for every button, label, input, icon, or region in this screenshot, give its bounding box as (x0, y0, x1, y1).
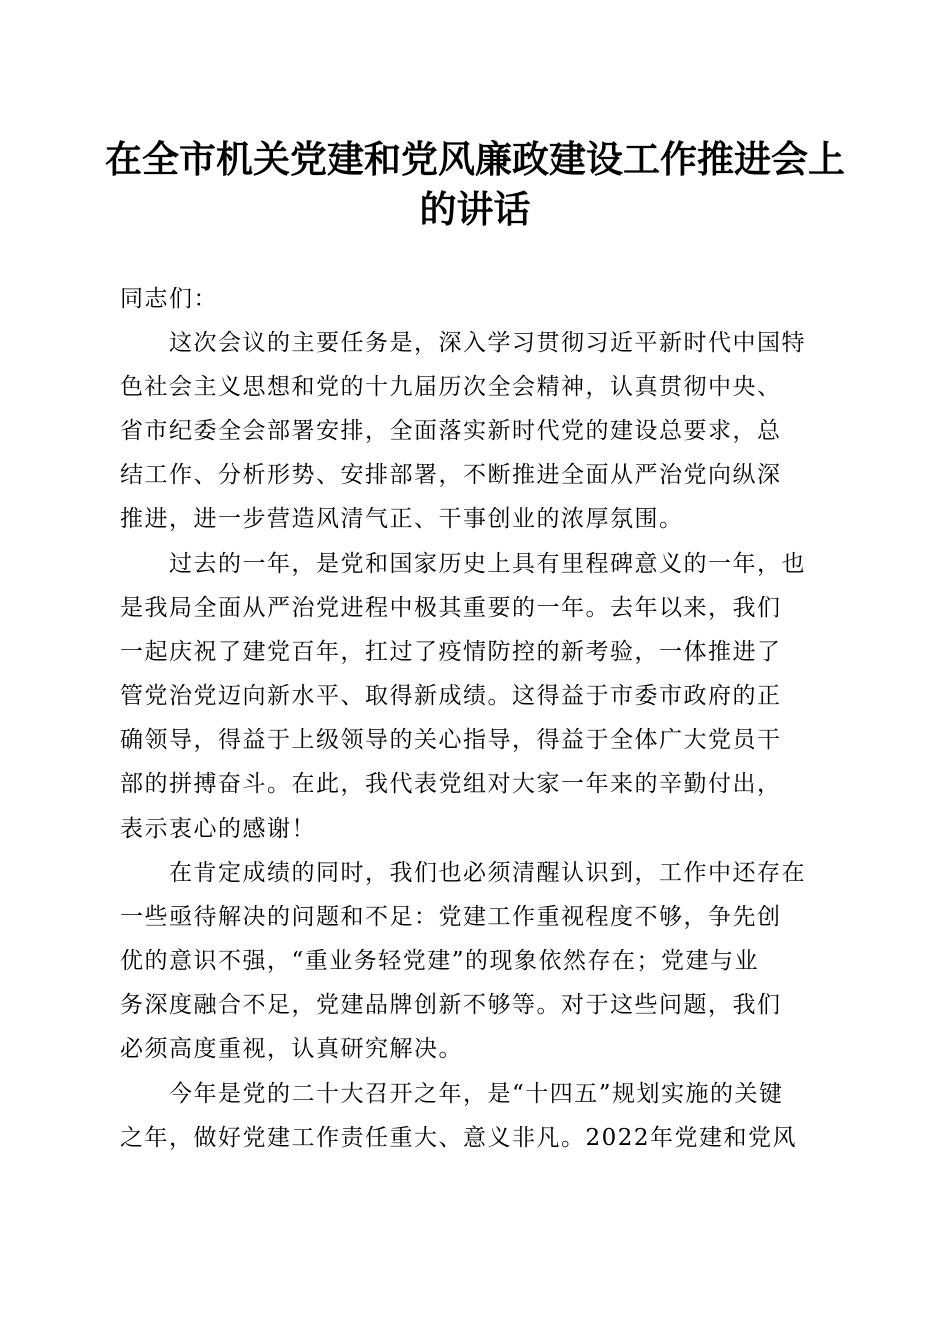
text-line: 结工作、分析形势、安排部署，不断推进全面从严治党向纵深 (120, 462, 782, 488)
text-line: 一些亟待解决的问题和不足：党建工作重视程度不够，争先创 (120, 904, 782, 930)
text-line: 在肯定成绩的同时，我们也必须清醒认识到，工作中还存在 (120, 860, 806, 886)
text-line: 之年，做好党建工作责任重大、意义非凡。2022年党建和党风 (120, 1125, 798, 1151)
text-line: 省市纪委全会部署安排，全面落实新时代党的建设总要求，总 (120, 418, 782, 444)
text-line: 是我局全面从严治党进程中极其重要的一年。去年以来，我们 (120, 595, 782, 621)
text-line: 优的意识不强，“重业务轻党建”的现象依然存在；党建与业 (120, 948, 760, 974)
text-line: 推进，进一步营造风清气正、干事创业的浓厚氛围。 (120, 506, 684, 532)
text-line: 管党治党迈向新水平、取得新成绩。这得益于市委市政府的正 (120, 683, 782, 709)
text-line: 表示衷心的感谢！ (120, 816, 316, 842)
text-line: 确领导，得益于上级领导的关心指导，得益于全体广大党员干 (120, 727, 782, 753)
text-line: 部的拼搏奋斗。在此，我代表党组对大家一年来的辛勤付出， (120, 771, 782, 797)
text-line: 必须高度重视，认真研究解决。 (120, 1036, 463, 1062)
text-line: 一起庆祝了建党百年，扛过了疫情防控的新考验，一体推进了 (120, 639, 782, 665)
text-line: 这次会议的主要任务是，深入学习贯彻习近平新时代中国特 (120, 330, 806, 356)
text-line: 同志们： (120, 286, 218, 312)
text-line: 过去的一年，是党和国家历史上具有里程碑意义的一年，也 (120, 551, 806, 577)
text-line: 色社会主义思想和党的十九届历次全会精神，认真贯彻中央、 (120, 374, 782, 400)
text-line: 今年是党的二十大召开之年，是“十四五”规划实施的关键 (120, 1081, 784, 1107)
document-title-line-1: 在全市机关党建和党风廉政建设工作推进会上 (105, 137, 845, 181)
text-line: 务深度融合不足，党建品牌创新不够等。对于这些问题，我们 (120, 992, 782, 1018)
document-title-line-2: 的讲话 (419, 187, 531, 231)
